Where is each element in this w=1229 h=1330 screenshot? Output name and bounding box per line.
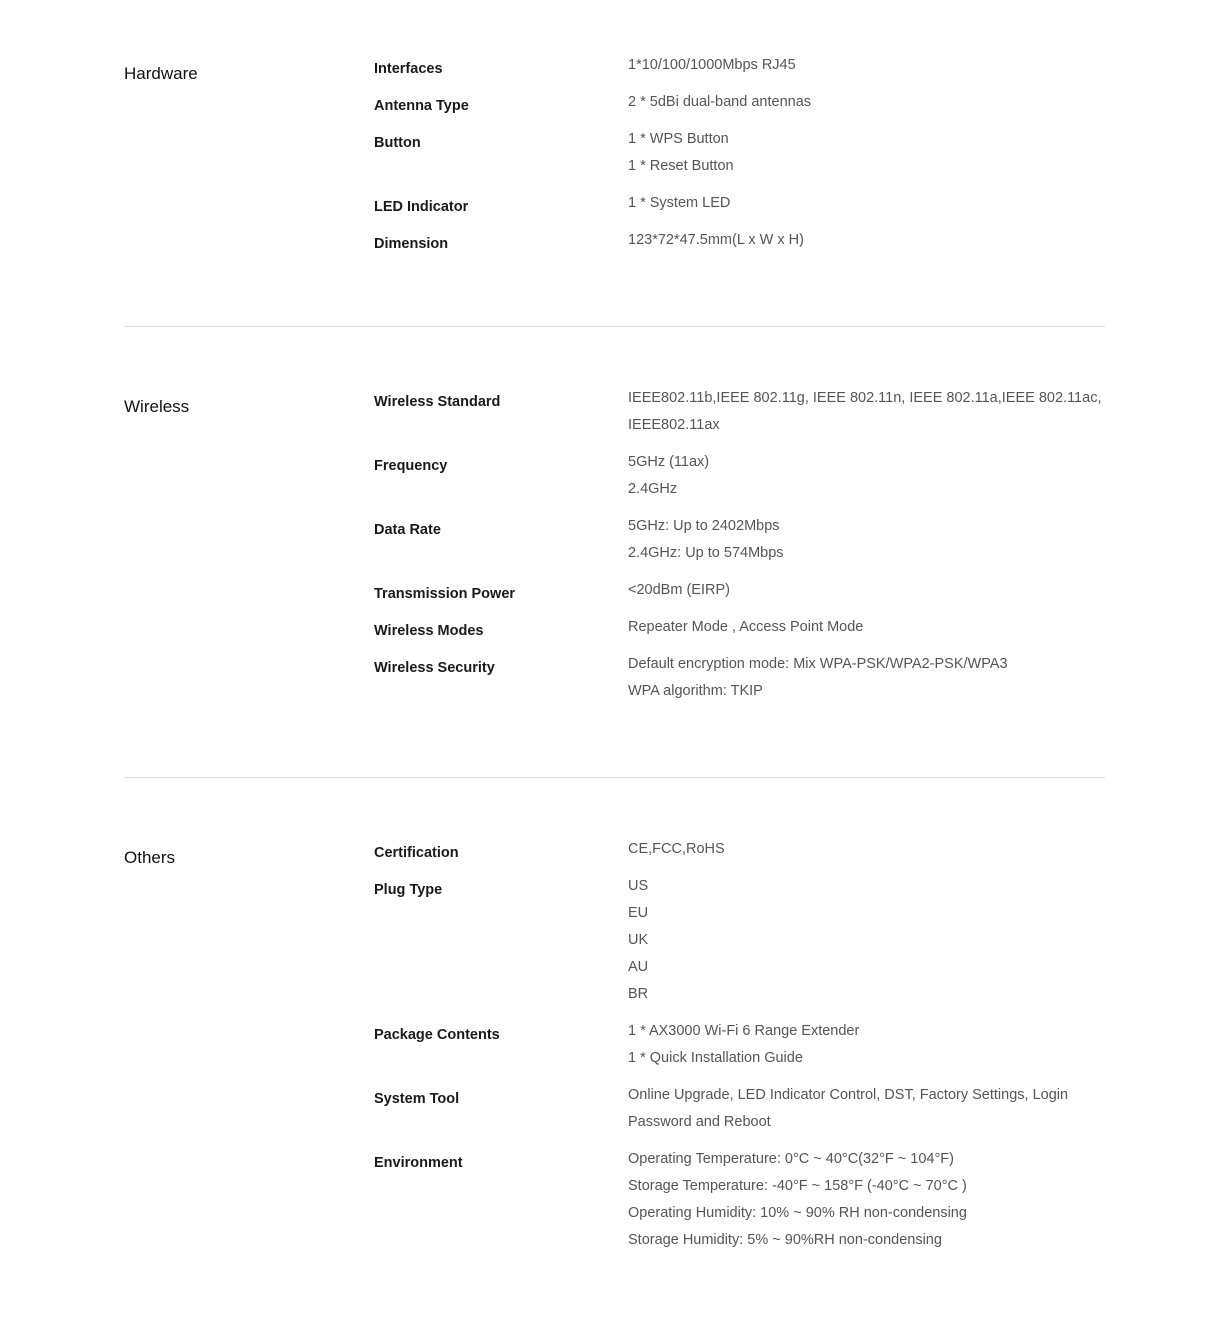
spec-values <box>628 449 1105 503</box>
spec-row-antenna-type <box>374 89 1105 116</box>
spec-label: Package Contents <box>374 1027 500 1043</box>
spec-row-wireless-standard <box>374 385 1105 439</box>
spec-label: Interfaces <box>374 61 443 77</box>
spec-value: Operating Humidity: 10% ~ 90% RH non-condensing <box>628 1205 967 1221</box>
spec-row-wireless-security <box>374 651 1105 705</box>
spec-value: <20dBm (EIRP) <box>628 582 730 598</box>
spec-values <box>628 126 1105 180</box>
section-title: Wireless <box>124 397 190 416</box>
spec-value: WPA algorithm: TKIP <box>628 683 763 699</box>
spec-rows <box>374 52 1105 264</box>
spec-value: 1 * WPS Button <box>628 131 729 147</box>
spec-label: Wireless Security <box>374 660 495 676</box>
spec-label: Plug Type <box>374 882 443 898</box>
spec-label: LED Indicator <box>374 199 469 215</box>
spec-values <box>628 1082 1105 1136</box>
spec-value: Online Upgrade, LED Indicator Control, DST, Factory Settings, Login <box>628 1087 1069 1103</box>
spec-row-environment <box>374 1146 1105 1254</box>
spec-values <box>628 651 1105 705</box>
spec-label: Wireless Standard <box>374 394 501 410</box>
spec-value: BR <box>628 986 649 1002</box>
spec-label: Certification <box>374 845 459 861</box>
spec-label: Antenna Type <box>374 98 469 114</box>
spec-value: 5GHz (11ax) <box>628 454 710 470</box>
spec-value: CE,FCC,RoHS <box>628 841 725 857</box>
spec-label: Wireless Modes <box>374 623 484 639</box>
spec-value: 2 * 5dBi dual-band antennas <box>628 94 812 110</box>
spec-row-frequency <box>374 449 1105 503</box>
spec-value: 123*72*47.5mm(L x W x H) <box>628 232 804 248</box>
spec-rows <box>374 385 1105 715</box>
spec-row-wireless-modes <box>374 614 1105 641</box>
spec-value: Operating Temperature: 0°C ~ 40°C(32°F ~ 104°F) <box>628 1151 954 1167</box>
spec-value: EU <box>628 905 649 921</box>
spec-values <box>628 89 1105 116</box>
spec-values <box>628 1018 1105 1072</box>
spec-label: Dimension <box>374 236 449 252</box>
spec-value: Repeater Mode , Access Point Mode <box>628 619 864 635</box>
spec-values <box>628 227 1105 254</box>
spec-row-transmission-power <box>374 577 1105 604</box>
spec-value: UK <box>628 932 649 948</box>
spec-value: 1 * AX3000 Wi-Fi 6 Range Extender <box>628 1023 860 1039</box>
spec-row-led-indicator <box>374 190 1105 217</box>
spec-values <box>628 513 1105 567</box>
spec-value: 1 * Quick Installation Guide <box>628 1050 803 1066</box>
spec-row-certification <box>374 836 1105 863</box>
spec-value: 2.4GHz: Up to 574Mbps <box>628 545 784 561</box>
spec-value: Default encryption mode: Mix WPA-PSK/WPA2-PSK/WPA3 <box>628 656 1008 672</box>
section-title: Others <box>124 848 176 867</box>
spec-values <box>628 577 1105 604</box>
spec-value: AU <box>628 959 649 975</box>
section-hardware <box>124 52 1105 264</box>
spec-label: Environment <box>374 1155 463 1171</box>
section-others <box>124 836 1105 1264</box>
spec-rows <box>374 836 1105 1264</box>
spec-value: Password and Reboot <box>628 1114 771 1130</box>
spec-value: 1 * Reset Button <box>628 158 734 174</box>
spec-values <box>628 52 1105 79</box>
spec-label: Transmission Power <box>374 586 516 602</box>
spec-value: Storage Temperature: -40°F ~ 158°F (-40°C ~ 70°C ) <box>628 1178 967 1194</box>
spec-values <box>628 873 1105 1008</box>
spec-value: 5GHz: Up to 2402Mbps <box>628 518 780 534</box>
spec-row-package-contents <box>374 1018 1105 1072</box>
spec-value: IEEE802.11ax <box>628 417 720 433</box>
spec-values <box>628 614 1105 641</box>
spec-row-system-tool <box>374 1082 1105 1136</box>
spec-row-plug-type <box>374 873 1105 1008</box>
spec-row-button <box>374 126 1105 180</box>
spec-label: Data Rate <box>374 522 441 538</box>
spec-label: Frequency <box>374 458 448 474</box>
section-title: Hardware <box>124 64 198 83</box>
spec-value: Storage Humidity: 5% ~ 90%RH non-condensing <box>628 1232 942 1248</box>
spec-label: Button <box>374 135 421 151</box>
spec-values <box>628 1146 1105 1254</box>
spec-row-interfaces <box>374 52 1105 79</box>
spec-value: IEEE802.11b,IEEE 802.11g, IEEE 802.11n, IEEE 802.11a,IEEE 802.11ac, <box>628 390 1102 406</box>
spec-value: 2.4GHz <box>628 481 678 497</box>
section-wireless <box>124 385 1105 715</box>
spec-values <box>628 190 1105 217</box>
spec-value: 1*10/100/1000Mbps RJ45 <box>628 57 796 73</box>
spec-value: US <box>628 878 649 894</box>
spec-row-dimension <box>374 227 1105 254</box>
spec-values <box>628 385 1105 439</box>
spec-values <box>628 836 1105 863</box>
spec-value: 1 * System LED <box>628 195 731 211</box>
spec-row-data-rate <box>374 513 1105 567</box>
spec-label: System Tool <box>374 1091 460 1107</box>
